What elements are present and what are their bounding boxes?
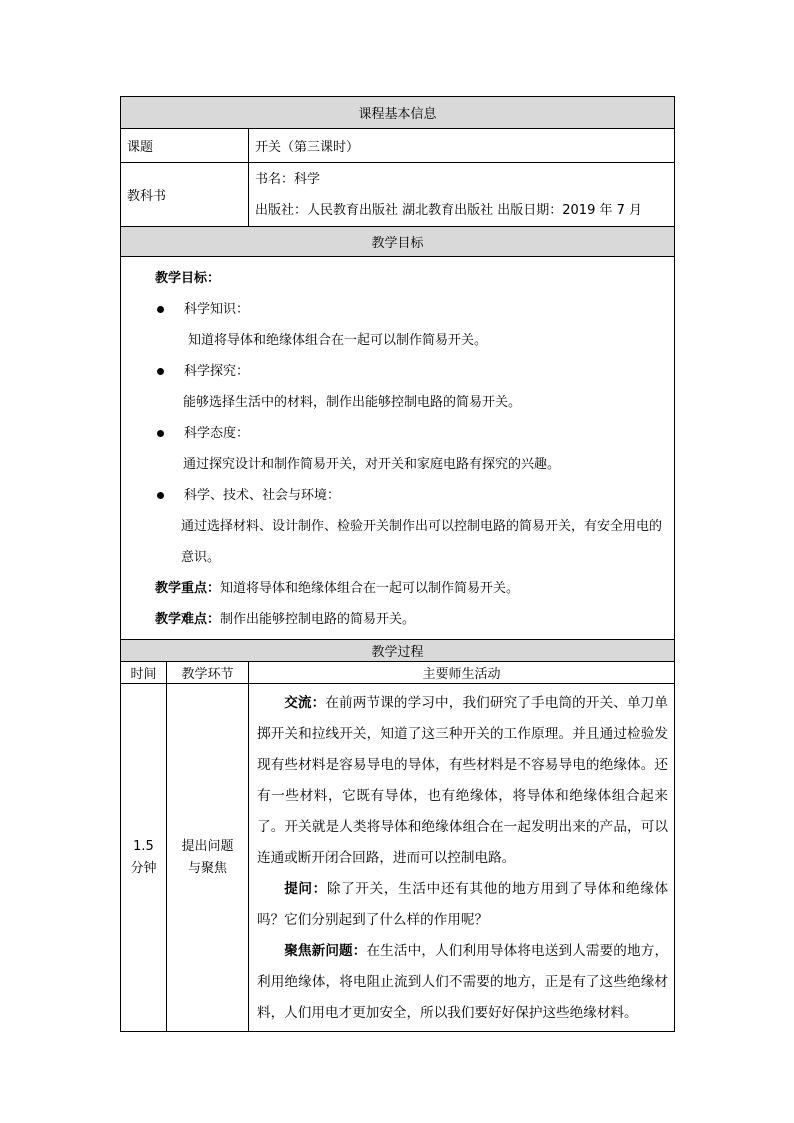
publisher-line: 出版社：人民教育出版社 湖北教育出版社 出版日期：2019 年 7 月: [255, 202, 643, 218]
course-info-header: 课程基本信息: [121, 97, 675, 129]
bullet-icon: [157, 492, 164, 499]
objective-name: 科学知识：: [184, 302, 250, 317]
objectives-header: 教学目标: [121, 227, 675, 257]
paragraph-label: 提问：: [284, 881, 327, 897]
key-point: [121, 573, 674, 604]
col-activity-header: 主要师生活动: [249, 662, 675, 684]
bullet-icon: [157, 306, 164, 313]
activity-paragraph: [257, 874, 668, 936]
objective-name: 科学探究：: [184, 364, 250, 379]
objective-item: [121, 480, 674, 511]
objectives-title: 教学目标：: [155, 271, 221, 286]
bullet-icon: [157, 430, 164, 437]
stage-cell: [167, 684, 249, 1032]
lesson-plan-table: [120, 96, 675, 1032]
key-point-text: 知道将导体和绝缘体组合在一起可以制作简易开关。: [220, 581, 520, 596]
paragraph-text: 在前两节课的学习中，我们研究了手电筒的开关、单刀单掷开关和拉线开关，知道了这三种开关的工作原理。并且通过检验发现有些材料是容易导电的导体，有些材料是不容易导电的绝缘体。还有一些材料，它既有导体，也有绝缘体，将导体和绝缘体组合起来了。开关就是人类将导体和绝缘体组合在一起发明出来的产品，可以连通或断开闭合回路，进而可以控制电路。: [257, 695, 669, 866]
objective-name: 科学、技术、社会与环境：: [184, 488, 341, 503]
objective-item: [121, 418, 674, 449]
objective-text: 通过选择材料、设计制作、检验开关制作出可以控制电路的简易开关，有安全用电的意识。: [181, 519, 663, 565]
stage-value: 提出问题与聚焦: [181, 838, 234, 876]
table-row: [121, 684, 675, 1032]
difficulty-label: 教学难点：: [155, 612, 221, 627]
topic-label: 课题: [121, 129, 249, 163]
objective-text: 能够选择生活中的材料，制作出能够控制电路的简易开关。: [183, 395, 522, 410]
objective-item: [121, 356, 674, 387]
col-time-header: 时间: [121, 662, 167, 684]
paragraph-label: 聚焦新问题：: [284, 943, 367, 959]
activity-paragraph: [257, 936, 668, 1029]
textbook-value: [249, 163, 675, 227]
textbook-label: 教科书: [121, 163, 249, 227]
process-header: 教学过程: [121, 640, 675, 662]
difficulty-text: 制作出能够控制电路的简易开关。: [220, 612, 416, 627]
paragraph-label: 交流：: [284, 695, 326, 711]
objective-item: [121, 294, 674, 325]
key-point-label: 教学重点：: [155, 581, 221, 596]
difficulty-point: [121, 604, 674, 635]
book-name: 书名：科学: [255, 171, 321, 187]
activity-paragraph: [257, 688, 668, 874]
paragraph-text: 除了开关，生活中还有其他的地方用到了导体和绝缘体吗？它们分别起到了什么样的作用呢？: [257, 881, 669, 928]
topic-value: 开关（第三课时）: [249, 129, 675, 163]
paragraph-text: 在生活中，人们利用导体将电送到人需要的地方，利用绝缘体，将电阻止流到人们不需要的地方，正是有了这些绝缘材料，人们用电才更加安全，所以我们要好好保护这些绝缘材料。: [257, 943, 669, 1021]
col-stage-header: 教学环节: [167, 662, 249, 684]
objective-name: 科学态度：: [184, 426, 250, 441]
objectives-body: [121, 257, 675, 640]
objective-text: 通过探究设计和制作简易开关，对开关和家庭电路有探究的兴趣。: [183, 457, 561, 472]
activity-cell: [249, 684, 675, 1032]
time-value: 1.5 分钟: [130, 838, 157, 876]
bullet-icon: [157, 368, 164, 375]
time-cell: [121, 684, 167, 1032]
objective-text: 知道将导体和绝缘体组合在一起可以制作简易开关。: [188, 333, 488, 348]
